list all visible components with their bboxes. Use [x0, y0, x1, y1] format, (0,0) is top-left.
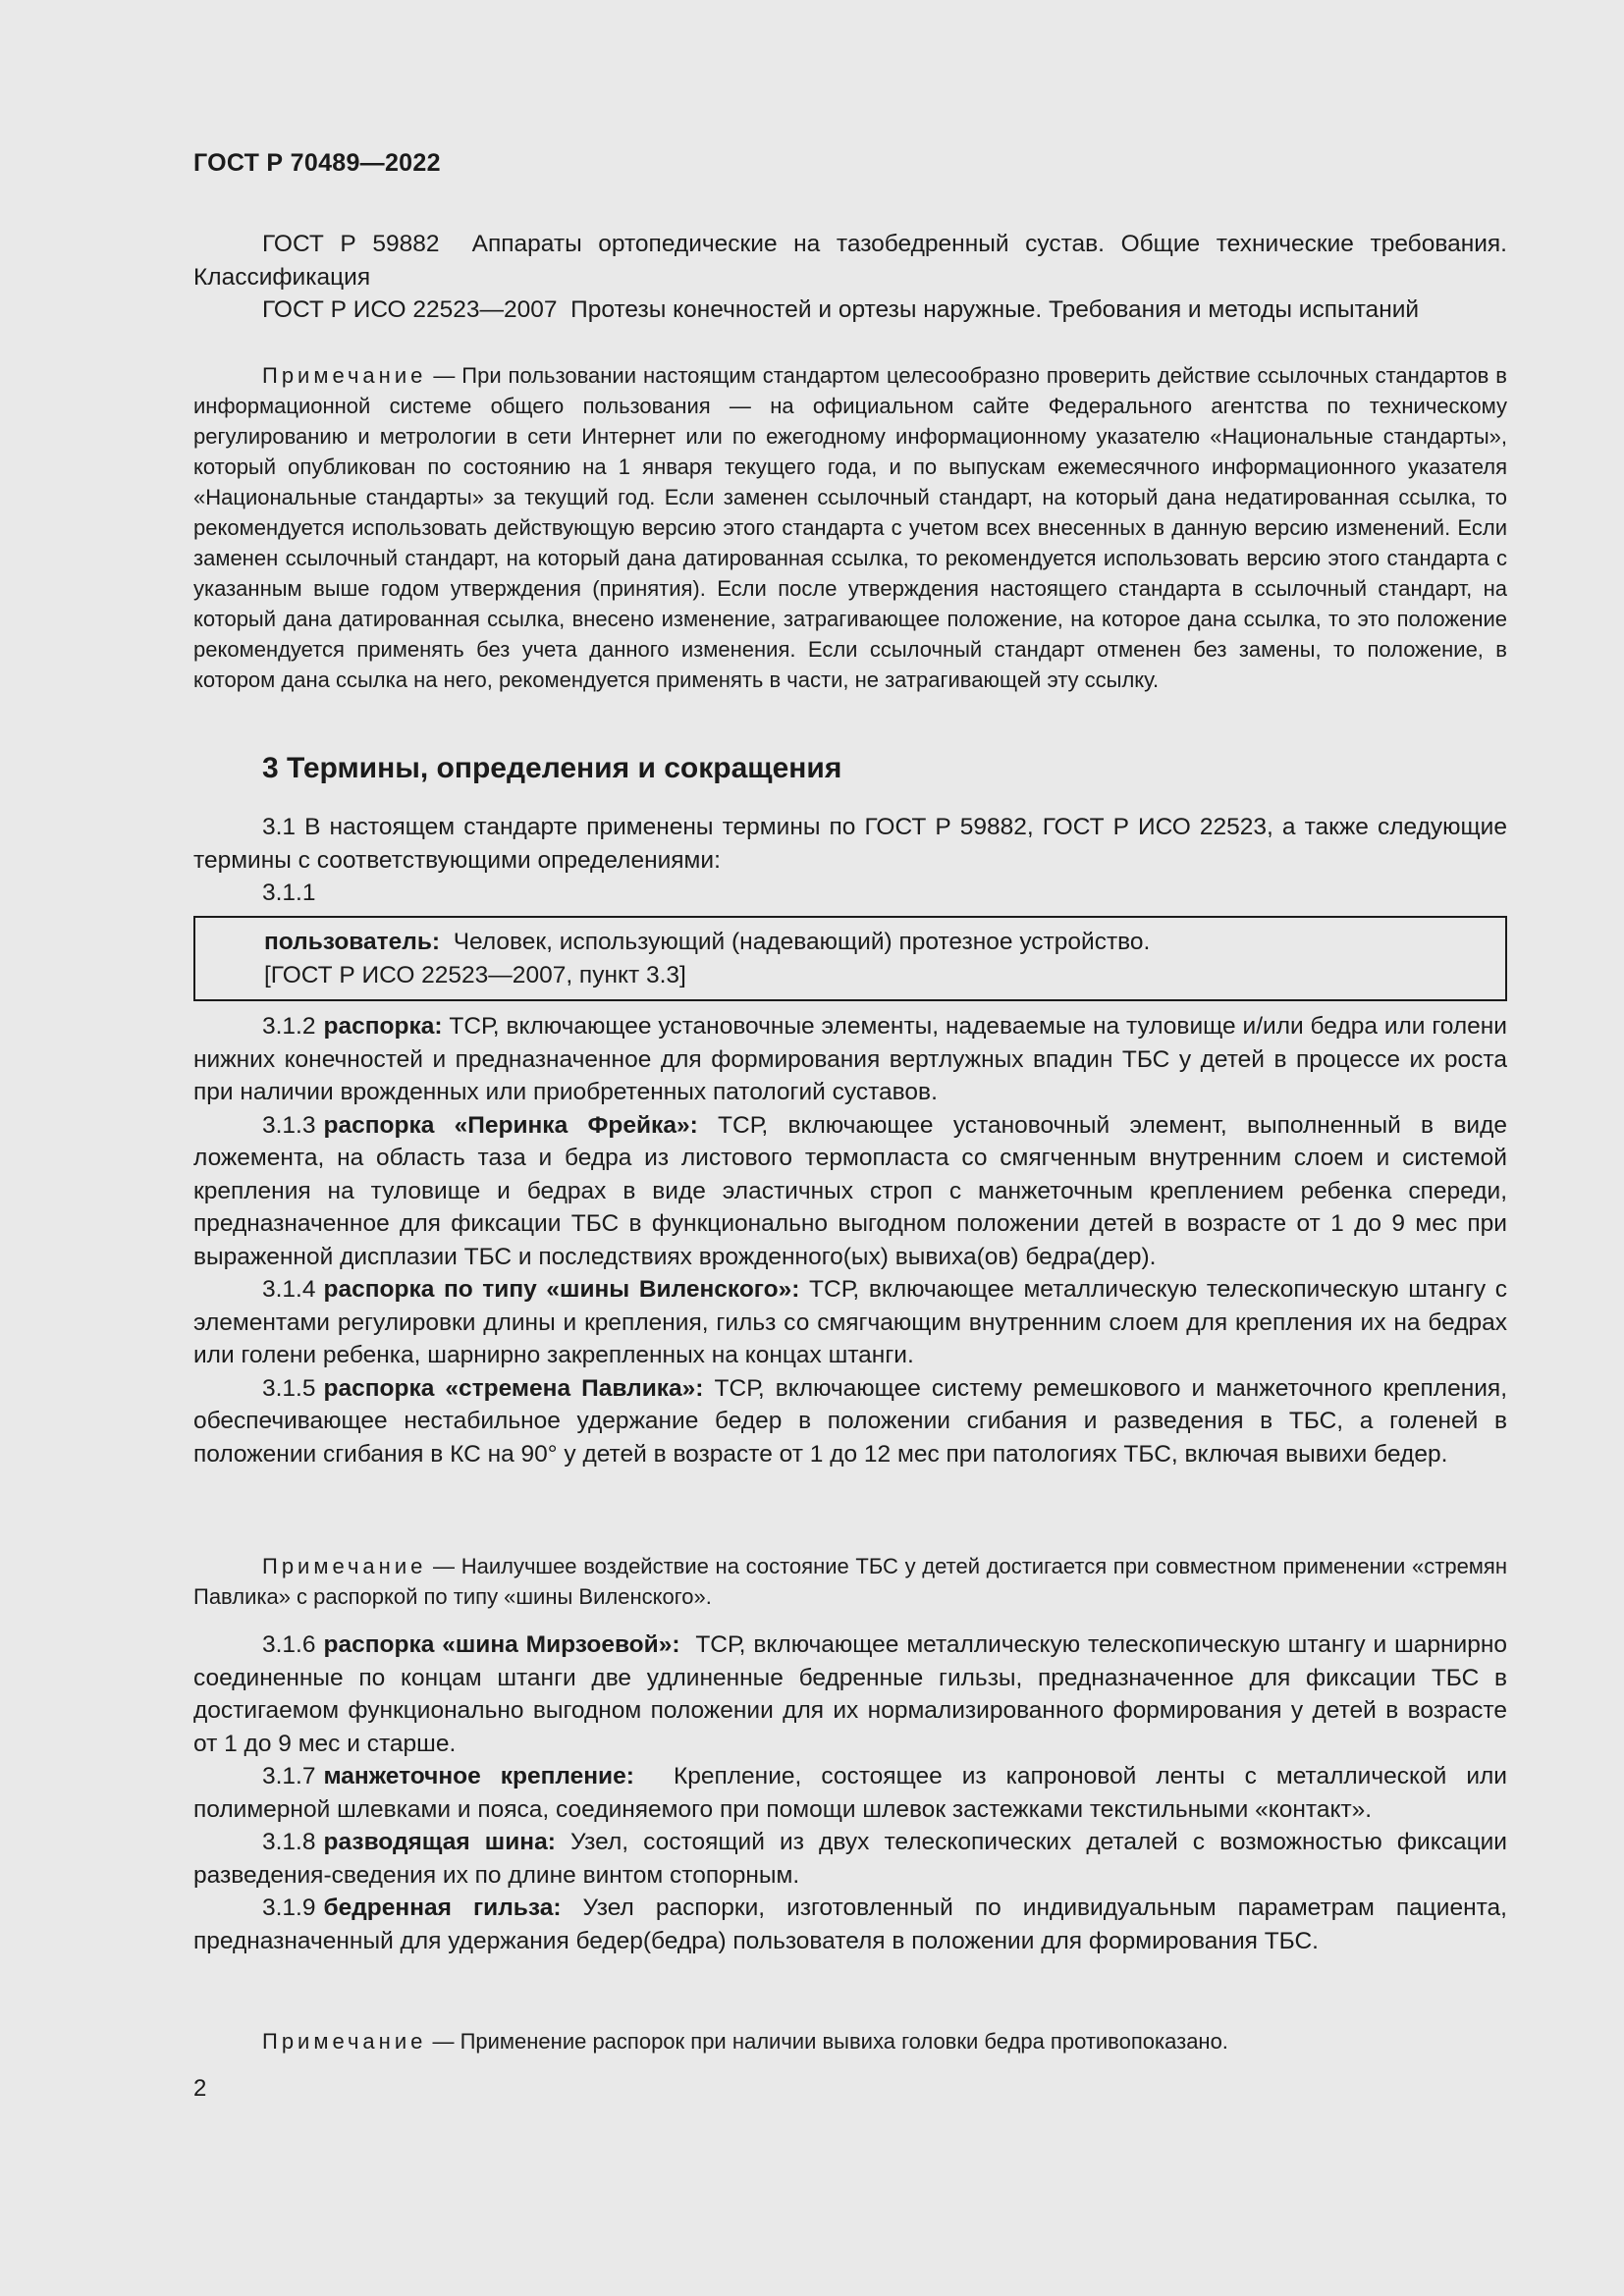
term-entry [193, 1629, 1507, 1760]
term-name: распорка «стремена Павлика»: [323, 1374, 704, 1402]
term-entry [193, 1826, 1507, 1892]
term-entry [193, 1109, 1507, 1274]
term-name: распорка «шина Мирзоевой»: [323, 1631, 680, 1658]
term-name: пользователь: [264, 929, 441, 955]
term-definition: Узел, состоящий из двух телескопических деталей с возможностью фиксации разведения-сведения их по длине винтом стопорным. [193, 1829, 1507, 1889]
note-dash-text [432, 2029, 1227, 2054]
term-definition: Человек, использующий (надевающий) протезное устройство. [453, 929, 1151, 955]
term-name: распорка по типу «шины Виленского»: [323, 1276, 800, 1303]
term-definition: Крепление, состоящее из капроновой ленты с металлической или полимерной шлевками и пояса, соединяемого при помощи шлевок застежками текстильными «контакт». [193, 1763, 1507, 1823]
note-text: — Применение распорок при наличии вывиха головки бедра противопоказано. [432, 2029, 1228, 2054]
note-label: Примечание [262, 1554, 427, 1578]
note-pavlik [193, 1551, 1507, 1612]
paragraph-3-1: 3.1 В настоящем стандарте применены термины по ГОСТ Р 59882, ГОСТ Р ИСО 22523, а также следующие термины с соответствующими определениями: [193, 814, 1507, 874]
term-name: распорка: [323, 1013, 443, 1040]
term-number: 3.1.7 [262, 1763, 316, 1789]
note-label: Примечание [262, 2029, 427, 2054]
term-name: разводящая шина: [323, 1829, 556, 1855]
term-definition: ТСР, включающее систему ремешкового и манжеточного крепления, обеспечивающее нестабильное удержание бедер в положении сгибания и разведения в ТБС, а голеней в положении сгибания в КС на 90° у детей в возрасте от 1 до 12 мес при патологиях ТБС, включая вывихи бедер. [193, 1374, 1507, 1468]
note-references [193, 360, 1507, 695]
term-definition: ТСР, включающее металлическую телескопическую штангу и шарнирно соединенные по концам штанги две удлиненные бедренные гильзы, предназначенное для фиксации ТБС в достигаемом функционально выгодном положении для их нормализированного формирования у детей в возрасте от 1 до 9 мес и старше. [193, 1631, 1507, 1757]
term-number: 3.1.9 [262, 1895, 316, 1921]
reference-item [193, 228, 1507, 294]
reference-item [193, 294, 1507, 327]
term-entry [193, 1372, 1507, 1471]
note-contraindication [193, 2026, 1507, 2056]
note-text: — При пользовании настоящим стандартом целесообразно проверить действие ссылочных стандартов в информационной системе общего пользования — на официальном сайте Федерального агентства по техническому регулированию и метрологии в сети Интернет или по ежегодному информационному указателю «Национальные стандарты», который опубликован по состоянию на 1 января текущего года, и по выпускам ежемесячного информационного указателя «Национальные стандарты» за текущий год. Если заменен ссылочный стандарт, на который дана недатированная ссылка, то рекомендуется использовать действующую версию этого стандарта с учетом всех внесенных в данную версию изменений. Если заменен ссылочный стандарт, на который дана датированная ссылка, то рекомендуется использовать версию этого стандарта с указанным выше годом утверждения (принятия). Если после утверждения настоящего стандарта в ссылочный стандарт, на который дана датированная ссылка, внесено изменение, затрагивающее положение, на которое дана ссылка, то это положение рекомендуется применять без учета данного изменения. Если ссылочный стандарт отменен без замены, то положение, в котором дана ссылка на него, рекомендуется применять в части, не затрагивающей эту ссылку. [193, 363, 1507, 692]
term-definition: ТСР, включающее установочный элемент, выполненный в виде ложемента, на область таза и бедра из листового термопласта со смягченным внутренним слоем и системой крепления на туловище и бедрах в виде эластичных строп с манжеточным креплением ребенка спереди, предназначенное для фиксации ТБС в функционально выгодном положении детей в возрасте от 1 до 9 мес при выраженной дисплазии ТБС и последствиях врожденного(ых) вывиха(ов) бедра(дер). [193, 1111, 1507, 1270]
term-definition: ТСР, включающее металлическую телескопическую штангу с элементами регулировки длины и крепления, гильз со смягчающим внутренним слоем для крепления их на бедрах или голени ребенка, шарнирно закрепленных на концах штанги. [193, 1276, 1507, 1368]
section-heading: 3 Термины, определения и сокращения [262, 752, 842, 784]
term-number: 3.1.2 [262, 1013, 316, 1040]
note-text: — Наилучшее воздействие на состояние ТБС у детей достигается при совместном применении «стремян Павлика» с распоркой по типу «шины Виленского». [193, 1554, 1507, 1609]
term-name: манжеточное крепление: [323, 1763, 634, 1789]
reference-code: ГОСТ Р ИСО 22523—2007 [262, 296, 558, 323]
term-entry [193, 1892, 1507, 1957]
page-number: 2 [193, 2075, 207, 2102]
note-label: Примечание [262, 363, 427, 388]
term-entry [193, 1760, 1507, 1826]
term-number: 3.1.8 [262, 1829, 316, 1855]
term-definition: Узел распорки, изготовленный по индивидуальным параметрам пациента, предназначенный для удержания бедер(бедра) пользователя в положении для формирования ТБС. [193, 1895, 1507, 1954]
term-definition: ТСР, включающее установочные элементы, надеваемые на туловище и/или бедра или голени нижних конечностей и предназначенное для формирования вертлужных впадин ТБС у детей в процессе их роста при наличии врожденных или приобретенных патологий суставов. [193, 1013, 1507, 1105]
term-entry [193, 1010, 1507, 1109]
term-entry [193, 1273, 1507, 1372]
term-number: 3.1.5 [262, 1374, 316, 1402]
term-source: [ГОСТ Р ИСО 22523—2007, пункт 3.3] [264, 961, 686, 988]
reference-text: Протезы конечностей и ортезы наружные. Требования и методы испытаний [570, 296, 1420, 323]
document-header: ГОСТ Р 70489—2022 [193, 149, 441, 177]
term-number: 3.1.6 [262, 1631, 316, 1658]
term-number: 3.1.3 [262, 1111, 316, 1139]
paragraph-3-1-1: 3.1.1 [262, 880, 316, 906]
term-entry [264, 926, 1505, 959]
term-name: бедренная гильза: [323, 1895, 562, 1921]
term-name: распорка «Перинка Фрейка»: [323, 1111, 698, 1139]
term-number: 3.1.4 [262, 1276, 316, 1303]
reference-text: Аппараты ортопедические на тазобедренный сустав. Общие технические требования. Классификация [193, 231, 1507, 291]
reference-code: ГОСТ Р 59882 [262, 231, 440, 257]
term-definition-box [193, 916, 1507, 1001]
